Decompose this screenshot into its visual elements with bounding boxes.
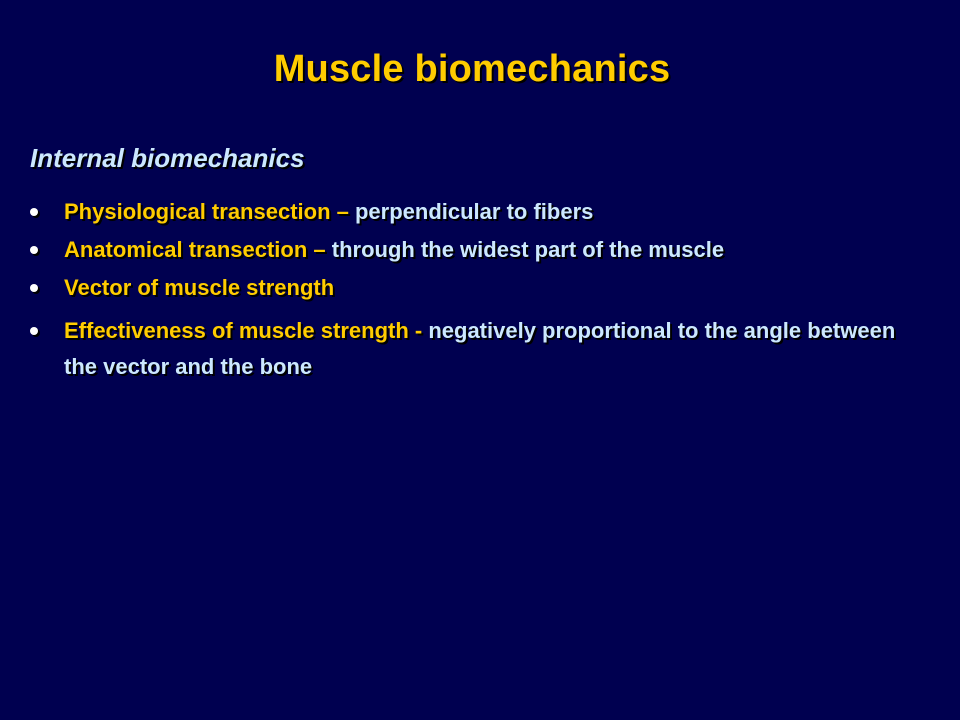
bullet-lead: Physiological transection – bbox=[64, 199, 349, 224]
bullet-dot-icon bbox=[30, 284, 38, 292]
bullet-lead: Effectiveness of muscle strength - bbox=[64, 318, 429, 343]
bullet-dot-icon bbox=[30, 327, 38, 335]
bullet-item-vector-of-muscle-strength bbox=[30, 269, 910, 307]
bullet-lead: Anatomical transection – bbox=[64, 237, 326, 262]
bullet-item-effectiveness-of-muscle-strength bbox=[30, 313, 910, 385]
bullet-dot-icon bbox=[30, 246, 38, 254]
bullet-dot-icon bbox=[30, 208, 38, 216]
bullet-text: negatively proportional to the angle between the vector and the bone bbox=[64, 318, 896, 379]
bullet-list bbox=[30, 193, 910, 385]
slide-title: Muscle biomechanics bbox=[273, 48, 671, 90]
bullet-item-physiological-transection bbox=[30, 193, 910, 231]
bullet-text: through the widest part of the muscle bbox=[325, 237, 725, 262]
bullet-lead: Vector of muscle strength bbox=[64, 275, 335, 300]
slide-subtitle: Internal biomechanics bbox=[30, 143, 305, 173]
bullet-text: perpendicular to fibers bbox=[348, 199, 594, 224]
bullet-item-anatomical-transection bbox=[30, 231, 910, 269]
